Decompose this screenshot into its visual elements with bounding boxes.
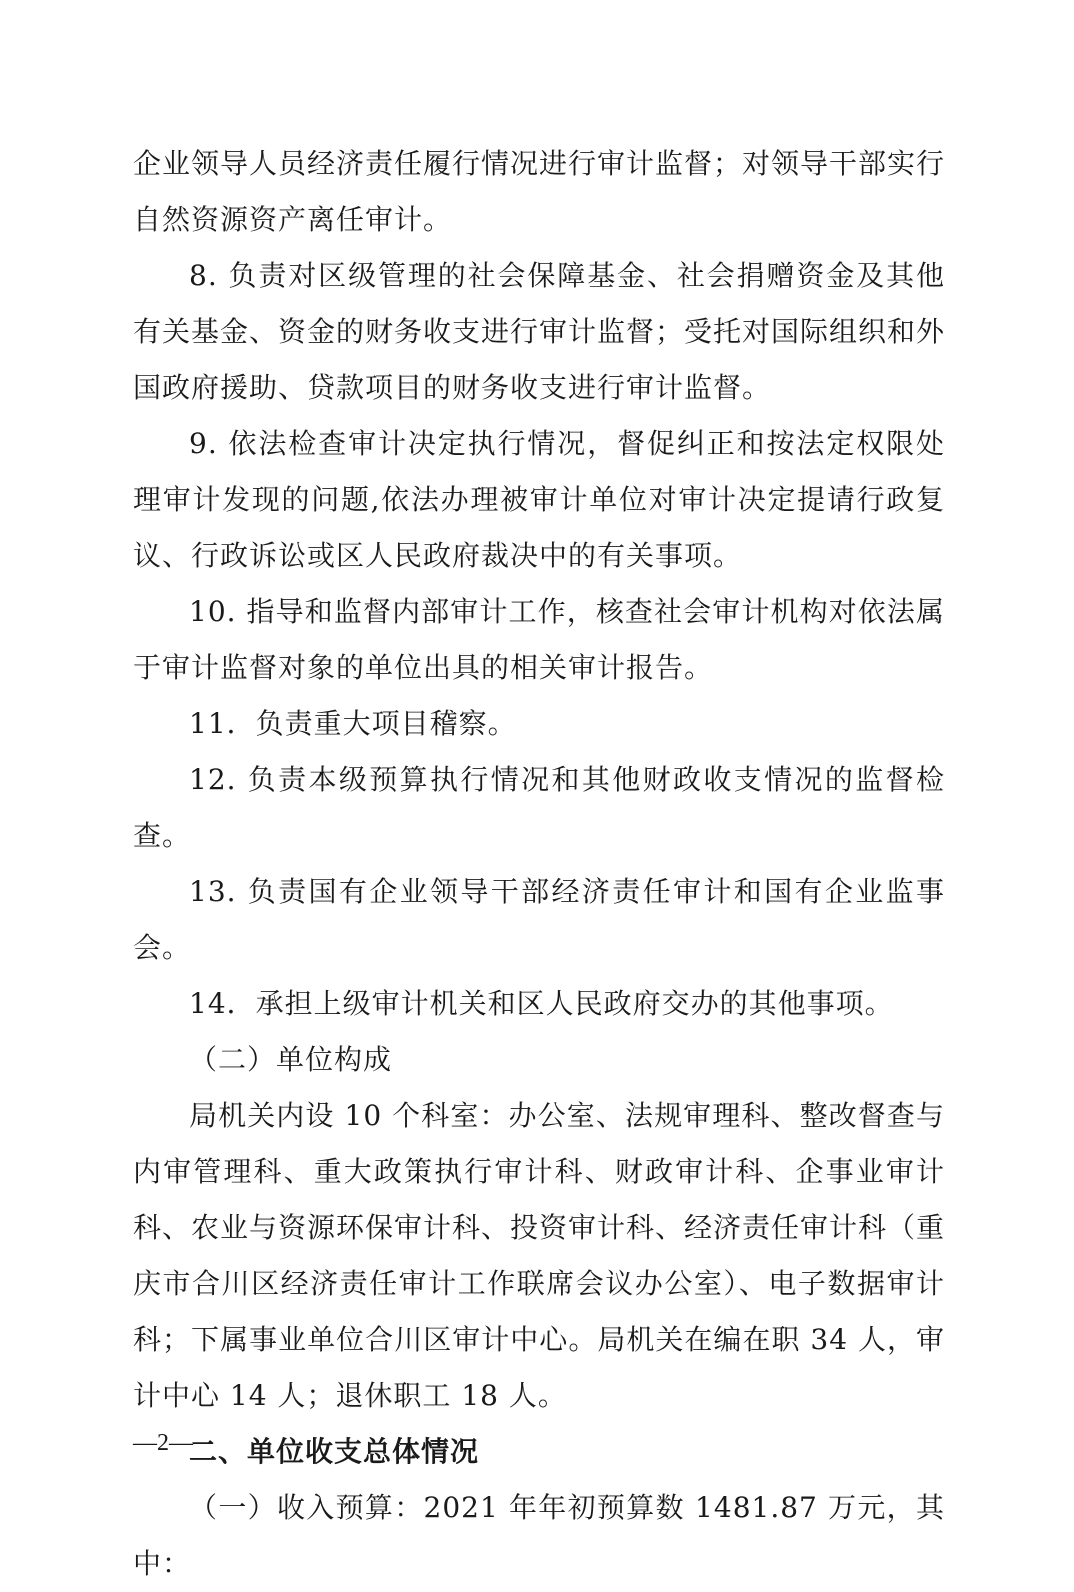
paragraph-continuation: 企业领导人员经济责任履行情况进行审计监督；对领导干部实行自然资源资产离任审计。 — [133, 147, 946, 236]
page-number: —2— — [133, 1430, 193, 1456]
paragraph-item-9: 9. 依法检查审计决定执行情况，督促纠正和按法定权限处理审计发现的问题,依法办理被审计单位对审计决定提请行政复议、行政诉讼或区人民政府裁决中的有关事项。 — [133, 427, 945, 572]
paragraph-income-budget: （一）收入预算：2021 年年初预算数 1481.87 万元，其中： — [133, 1491, 945, 1580]
paragraph-unit-composition: 局机关内设 10 个科室：办公室、法规审理科、整改督查与内审管理科、重大政策执行审计科、财政审计科、企事业审计科、农业与资源环保审计科、投资审计科、经济责任审计科（重庆市合川区经济责任审计工作联席会议办公室）、电子数据审计科；下属事业单位合川区审计中心。局机关在编在职 34 人，审计中心 14 人；退休职工 18 人。 — [133, 1099, 946, 1412]
paragraph-item-11: 11．负责重大项目稽察。 — [189, 707, 517, 740]
document-body — [133, 136, 945, 1592]
paragraph-item-12: 12. 负责本级预算执行情况和其他财政收支情况的监督检查。 — [133, 763, 945, 852]
section-heading: 二、单位收支总体情况 — [189, 1435, 480, 1468]
subsection-title-unit-composition: （二）单位构成 — [189, 1043, 393, 1076]
paragraph-item-8: 8. 负责对区级管理的社会保障基金、社会捐赠资金及其他有关基金、资金的财务收支进行审计监督；受托对国际组织和外国政府援助、贷款项目的财务收支进行审计监督。 — [133, 259, 946, 404]
paragraph-item-10: 10. 指导和监督内部审计工作，核查社会审计机构对依法属于审计监督对象的单位出具的相关审计报告。 — [133, 595, 945, 684]
paragraph-item-13: 13. 负责国有企业领导干部经济责任审计和国有企业监事会。 — [133, 875, 945, 964]
paragraph-item-14: 14．承担上级审计机关和区人民政府交办的其他事项。 — [189, 987, 894, 1020]
